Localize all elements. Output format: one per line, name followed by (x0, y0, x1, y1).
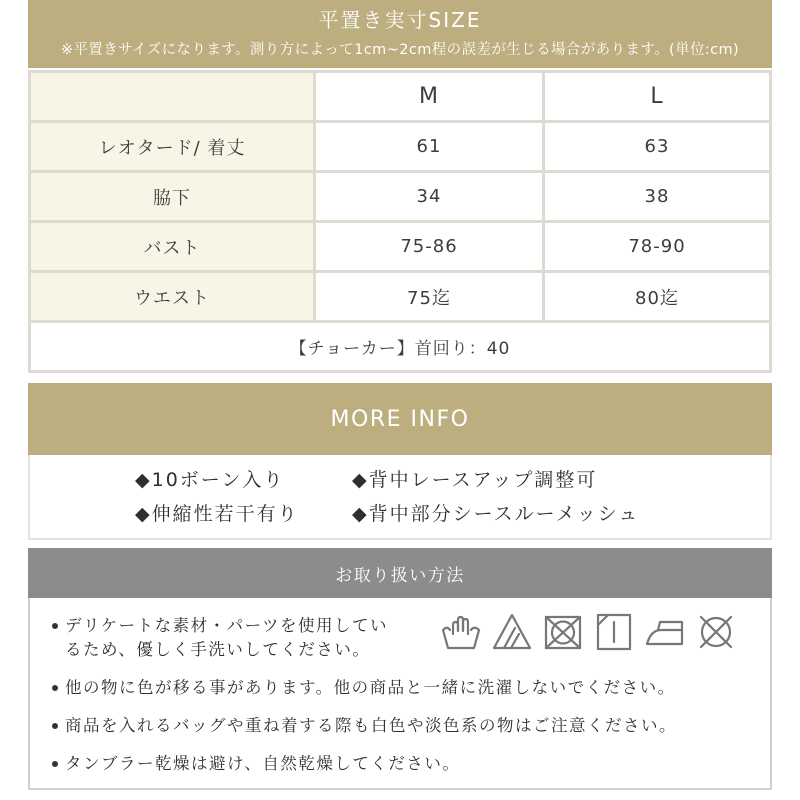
more-info-item: ◆背中レースアップ調整可 (352, 469, 598, 491)
no-tumble-dry-icon (542, 611, 584, 653)
table-cell: 63 (545, 123, 769, 170)
more-info-item: ◆背中部分シースルーメッシュ (352, 503, 640, 525)
row-label-length: レオタード/ 着丈 (31, 123, 313, 170)
table-cell: 75迄 (316, 273, 542, 320)
size-table-corner (31, 73, 313, 120)
table-cell: 34 (316, 173, 542, 220)
bullet-dot (52, 685, 58, 691)
no-dry-clean-icon (695, 611, 737, 653)
more-info-item: ◆10ボーン入り (135, 469, 285, 491)
table-cell: 78-90 (545, 223, 769, 270)
more-info-title: MORE INFO (330, 406, 470, 432)
size-section-header (28, 0, 772, 68)
bullet-dot (52, 761, 58, 767)
care-text: デリケートな素材・パーツを使用してい (65, 616, 389, 635)
care-icons (440, 611, 737, 653)
care-header (28, 548, 772, 598)
more-info-body (28, 455, 772, 540)
care-body (28, 598, 772, 790)
drip-dry-shade-icon (593, 611, 635, 653)
size-table (28, 70, 772, 373)
table-cell: 38 (545, 173, 769, 220)
iron-icon (644, 611, 686, 653)
care-text: 他の物に色が移る事があります。他の商品と一緒に洗濯しないでください。 (65, 678, 676, 697)
size-title: 平置き実寸SIZE (318, 8, 482, 32)
bullet-dot (52, 723, 58, 729)
more-info-header (28, 383, 772, 455)
table-cell: 75-86 (316, 223, 542, 270)
care-item (52, 714, 677, 738)
table-cell: 61 (316, 123, 542, 170)
row-label-waist: ウエスト (31, 273, 313, 320)
care-text: タンブラー乾燥は避け、自然乾燥してください。 (65, 754, 461, 773)
row-label-underarm: 脇下 (31, 173, 313, 220)
care-title: お取り扱い方法 (335, 565, 465, 586)
hand-wash-icon (440, 611, 482, 653)
more-info-item: ◆伸縮性若干有り (135, 503, 299, 525)
column-header-l: L (545, 73, 769, 120)
size-note: ※平置きサイズになります。測り方によって1cm~2cm程の誤差が生じる場合があります。(単位:cm) (60, 42, 740, 58)
row-label-bust: バスト (31, 223, 313, 270)
column-header-m: M (316, 73, 542, 120)
care-text: るため、優しく手洗いしてください。 (65, 640, 371, 659)
choker-neck-size: 【チョーカー】首回り：40 (31, 323, 769, 370)
bleach-icon (491, 611, 533, 653)
bullet-dot (52, 623, 58, 629)
table-cell: 80迄 (545, 273, 769, 320)
care-item (52, 676, 677, 700)
care-text: 商品を入れるバッグや重ね着する際も白色や淡色系の物はご注意ください。 (65, 716, 677, 735)
care-item (52, 752, 677, 776)
